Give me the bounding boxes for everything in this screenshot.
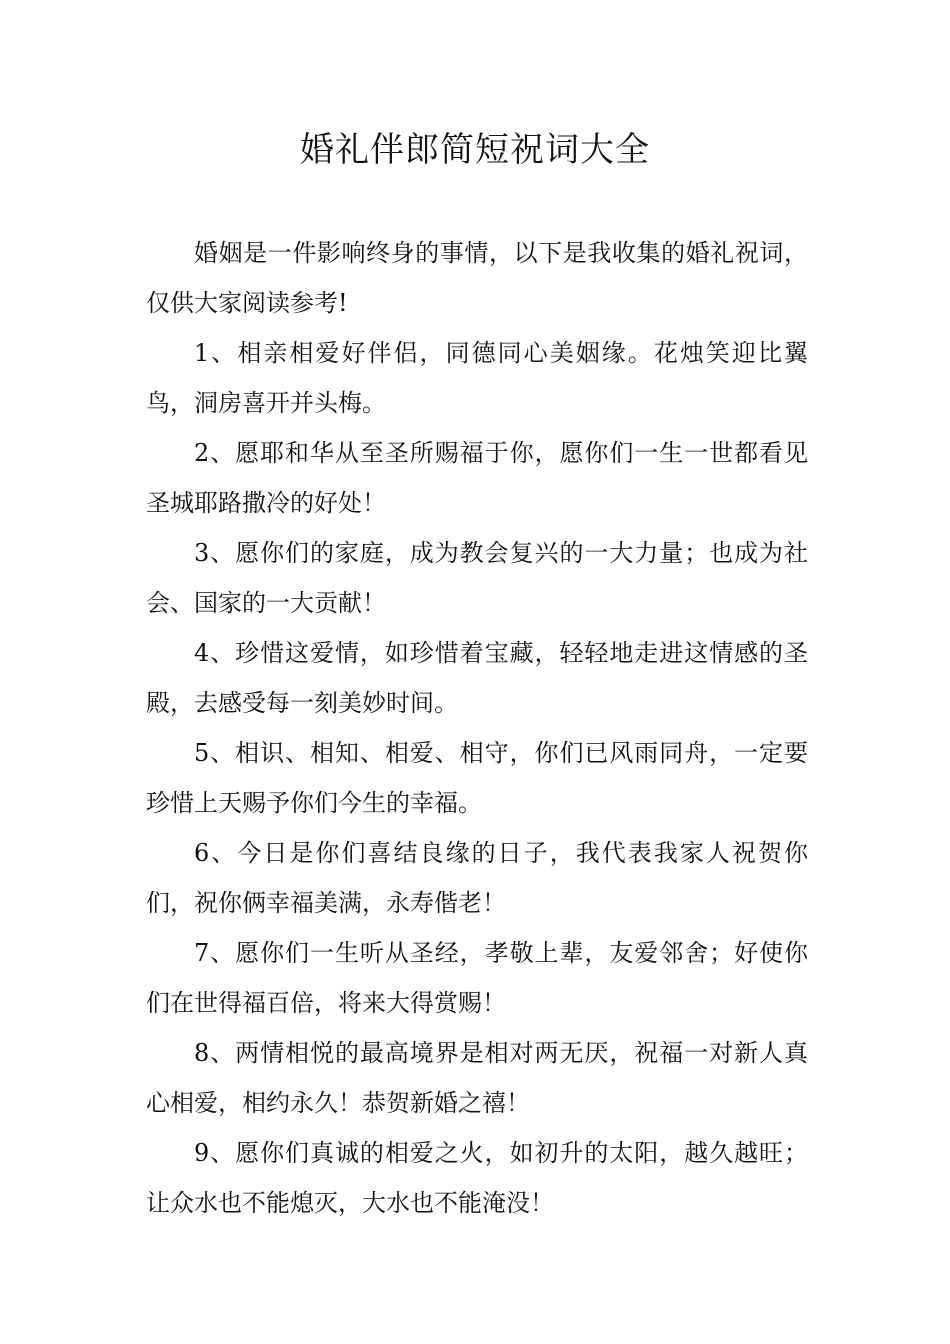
wish-item-3: 3、愿你们的家庭，成为教会复兴的一大力量；也成为社会、国家的一大贡献！ — [146, 539, 808, 617]
wish-item-2: 2、愿耶和华从至圣所赐福于你，愿你们一生一世都看见圣城耶路撒冷的好处！ — [146, 439, 808, 517]
document-title: 婚礼伴郎简短祝词大全 — [300, 130, 650, 170]
wish-item-7: 7、愿你们一生听从圣经，孝敬上辈，友爱邻舍；好使你们在世得福百倍，将来大得赏赐！ — [146, 939, 808, 1017]
wish-item-9: 9、愿你们真诚的相爱之火，如初升的太阳，越久越旺；让众水也不能熄灭，大水也不能淹没！ — [146, 1139, 808, 1217]
wish-item-6: 6、今日是你们喜结良缘的日子，我代表我家人祝贺你们，祝你俩幸福美满，永寿偕老！ — [146, 839, 808, 917]
wish-item-8: 8、两情相悦的最高境界是相对两无厌，祝福一对新人真心相爱，相约永久！恭贺新婚之禧！ — [146, 1039, 808, 1117]
wish-item-4: 4、珍惜这爱情，如珍惜着宝藏，轻轻地走进这情感的圣殿，去感受每一刻美妙时间。 — [146, 639, 808, 717]
wish-item-1: 1、相亲相爱好伴侣，同德同心美姻缘。花烛笑迎比翼鸟，洞房喜开并头梅。 — [146, 339, 808, 417]
intro-paragraph: 婚姻是一件影响终身的事情，以下是我收集的婚礼祝词，仅供大家阅读参考! — [146, 239, 808, 317]
wish-item-5: 5、相识、相知、相爱、相守，你们已风雨同舟，一定要珍惜上天赐予你们今生的幸福。 — [146, 739, 808, 817]
document-body — [146, 228, 808, 1228]
